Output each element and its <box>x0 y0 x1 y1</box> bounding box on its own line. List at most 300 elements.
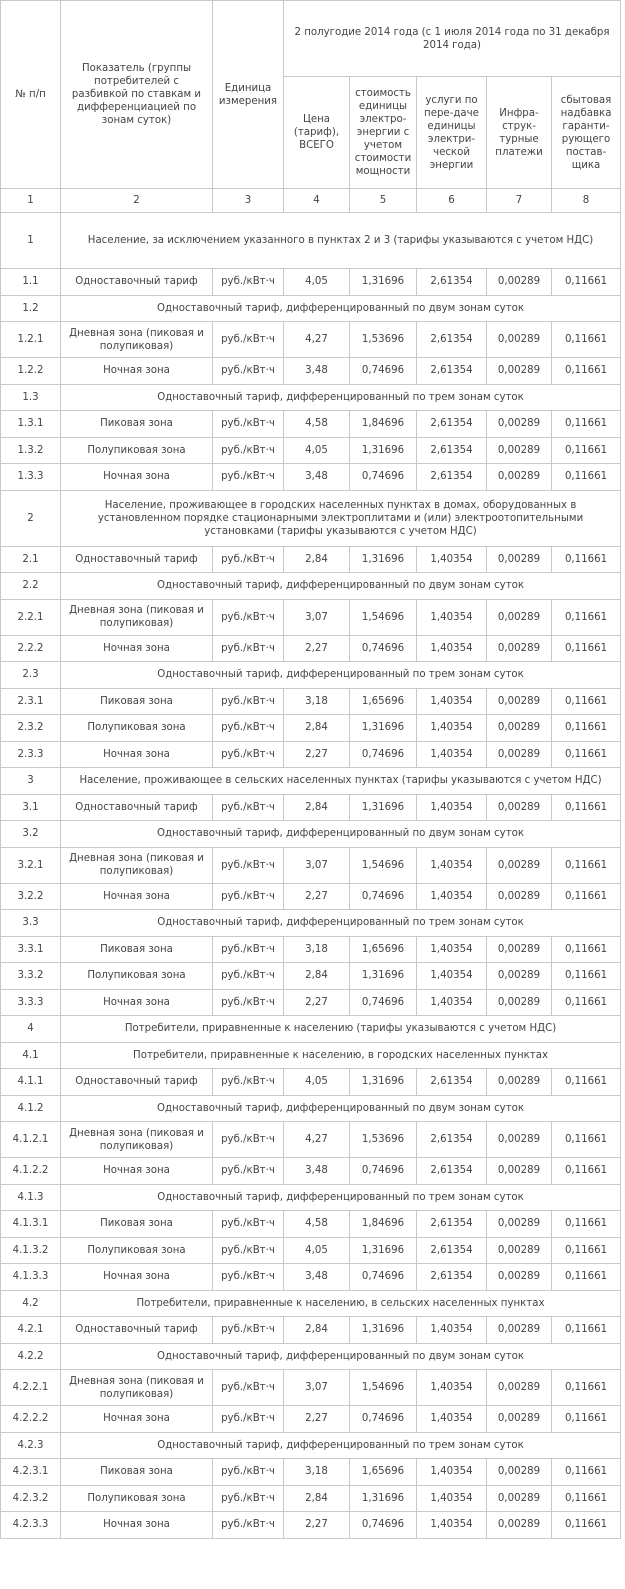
table-row <box>1 883 621 910</box>
row-number: 4.2.1 <box>1 1317 61 1344</box>
row-infra-payment: 0,00289 <box>487 1264 552 1291</box>
row-energy-cost: 1,31696 <box>350 437 417 464</box>
row-number: 4.2.2.2 <box>1 1406 61 1433</box>
row-price: 2,84 <box>284 715 350 742</box>
row-transfer-cost: 2,61354 <box>417 269 487 296</box>
header-sub-energy: стоимость единицы электро-энергии с учетом стоимости мощности <box>350 77 417 189</box>
row-number: 4.1.3.3 <box>1 1264 61 1291</box>
row-transfer-cost: 2,61354 <box>417 1264 487 1291</box>
row-unit: руб./кВт·ч <box>213 635 284 662</box>
row-indicator: Ночная зона <box>61 1158 213 1185</box>
section-number: 1.2 <box>1 295 61 322</box>
row-indicator: Дневная зона (пиковая и полупиковая) <box>61 322 213 358</box>
row-supplier-markup: 0,11661 <box>552 358 621 385</box>
section-number: 1 <box>1 213 61 269</box>
row-unit: руб./кВт·ч <box>213 1370 284 1406</box>
section-row <box>1 295 621 322</box>
row-infra-payment: 0,00289 <box>487 1485 552 1512</box>
column-number: 4 <box>284 189 350 213</box>
table-row <box>1 1122 621 1158</box>
row-supplier-markup: 0,11661 <box>552 1237 621 1264</box>
row-supplier-markup: 0,11661 <box>552 464 621 491</box>
row-energy-cost: 0,74696 <box>350 741 417 768</box>
row-energy-cost: 0,74696 <box>350 1158 417 1185</box>
row-supplier-markup: 0,11661 <box>552 1122 621 1158</box>
row-price: 4,58 <box>284 1211 350 1238</box>
section-number: 4.1.3 <box>1 1184 61 1211</box>
table-row <box>1 963 621 990</box>
row-infra-payment: 0,00289 <box>487 437 552 464</box>
column-number: 8 <box>552 189 621 213</box>
row-supplier-markup: 0,11661 <box>552 847 621 883</box>
table-row <box>1 464 621 491</box>
row-transfer-cost: 2,61354 <box>417 1122 487 1158</box>
row-supplier-markup: 0,11661 <box>552 269 621 296</box>
row-infra-payment: 0,00289 <box>487 715 552 742</box>
row-unit: руб./кВт·ч <box>213 358 284 385</box>
header-sub-price: Цена (тариф), ВСЕГО <box>284 77 350 189</box>
row-supplier-markup: 0,11661 <box>552 1211 621 1238</box>
row-unit: руб./кВт·ч <box>213 1317 284 1344</box>
row-indicator: Полупиковая зона <box>61 1485 213 1512</box>
row-supplier-markup: 0,11661 <box>552 1069 621 1096</box>
row-energy-cost: 1,53696 <box>350 322 417 358</box>
row-supplier-markup: 0,11661 <box>552 635 621 662</box>
row-indicator: Пиковая зона <box>61 936 213 963</box>
row-transfer-cost: 1,40354 <box>417 546 487 573</box>
row-infra-payment: 0,00289 <box>487 1459 552 1486</box>
row-number: 4.1.3.1 <box>1 1211 61 1238</box>
row-unit: руб./кВт·ч <box>213 322 284 358</box>
row-number: 2.1 <box>1 546 61 573</box>
row-price: 4,05 <box>284 437 350 464</box>
section-title: Население, проживающее в городских населенных пунктах в домах, оборудованных в установленном порядке стационарными электроплитами и (или) электроотопительными установками (тарифы указываются с учетом НДС) <box>61 490 621 546</box>
row-number: 4.1.3.2 <box>1 1237 61 1264</box>
row-infra-payment: 0,00289 <box>487 464 552 491</box>
row-supplier-markup: 0,11661 <box>552 794 621 821</box>
section-title: Одноставочный тариф, дифференцированный по двум зонам суток <box>61 821 621 848</box>
row-price: 2,27 <box>284 741 350 768</box>
row-supplier-markup: 0,11661 <box>552 715 621 742</box>
row-supplier-markup: 0,11661 <box>552 437 621 464</box>
row-indicator: Полупиковая зона <box>61 715 213 742</box>
table-row <box>1 437 621 464</box>
row-number: 3.3.2 <box>1 963 61 990</box>
row-indicator: Пиковая зона <box>61 1459 213 1486</box>
row-infra-payment: 0,00289 <box>487 411 552 438</box>
row-infra-payment: 0,00289 <box>487 358 552 385</box>
row-transfer-cost: 1,40354 <box>417 1459 487 1486</box>
table-row <box>1 1317 621 1344</box>
row-transfer-cost: 1,40354 <box>417 989 487 1016</box>
section-row <box>1 1042 621 1069</box>
section-row <box>1 1343 621 1370</box>
section-number: 4 <box>1 1016 61 1043</box>
section-title: Население, проживающее в сельских населенных пунктах (тарифы указываются с учетом НДС) <box>61 768 621 795</box>
row-number: 4.2.3.2 <box>1 1485 61 1512</box>
row-unit: руб./кВт·ч <box>213 1211 284 1238</box>
row-unit: руб./кВт·ч <box>213 1406 284 1433</box>
column-number: 6 <box>417 189 487 213</box>
row-number: 4.1.1 <box>1 1069 61 1096</box>
row-unit: руб./кВт·ч <box>213 269 284 296</box>
row-price: 4,58 <box>284 411 350 438</box>
table-row <box>1 546 621 573</box>
row-infra-payment: 0,00289 <box>487 322 552 358</box>
row-unit: руб./кВт·ч <box>213 437 284 464</box>
row-unit: руб./кВт·ч <box>213 1122 284 1158</box>
section-number: 3 <box>1 768 61 795</box>
row-transfer-cost: 1,40354 <box>417 741 487 768</box>
row-indicator: Дневная зона (пиковая и полупиковая) <box>61 847 213 883</box>
row-unit: руб./кВт·ч <box>213 546 284 573</box>
table-row <box>1 989 621 1016</box>
table-row <box>1 715 621 742</box>
column-number: 2 <box>61 189 213 213</box>
row-indicator: Ночная зона <box>61 464 213 491</box>
row-infra-payment: 0,00289 <box>487 741 552 768</box>
row-supplier-markup: 0,11661 <box>552 1264 621 1291</box>
row-price: 4,05 <box>284 1069 350 1096</box>
row-transfer-cost: 2,61354 <box>417 437 487 464</box>
row-supplier-markup: 0,11661 <box>552 741 621 768</box>
row-energy-cost: 1,31696 <box>350 1317 417 1344</box>
row-indicator: Ночная зона <box>61 989 213 1016</box>
row-unit: руб./кВт·ч <box>213 688 284 715</box>
row-unit: руб./кВт·ч <box>213 963 284 990</box>
table-row <box>1 1406 621 1433</box>
row-infra-payment: 0,00289 <box>487 688 552 715</box>
row-unit: руб./кВт·ч <box>213 599 284 635</box>
row-indicator: Дневная зона (пиковая и полупиковая) <box>61 1370 213 1406</box>
row-infra-payment: 0,00289 <box>487 1211 552 1238</box>
row-energy-cost: 0,74696 <box>350 1264 417 1291</box>
row-number: 4.2.3.3 <box>1 1512 61 1539</box>
table-row <box>1 1485 621 1512</box>
row-unit: руб./кВт·ч <box>213 936 284 963</box>
row-supplier-markup: 0,11661 <box>552 1459 621 1486</box>
section-number: 4.1 <box>1 1042 61 1069</box>
table-row <box>1 269 621 296</box>
row-number: 1.3.3 <box>1 464 61 491</box>
row-number: 3.2.2 <box>1 883 61 910</box>
row-indicator: Дневная зона (пиковая и полупиковая) <box>61 599 213 635</box>
header-sub-transfer: услуги по пере-даче единицы электри-ческой энергии <box>417 77 487 189</box>
row-price: 3,18 <box>284 1459 350 1486</box>
row-supplier-markup: 0,11661 <box>552 1406 621 1433</box>
section-title: Одноставочный тариф, дифференцированный по трем зонам суток <box>61 662 621 689</box>
row-number: 3.3.1 <box>1 936 61 963</box>
row-infra-payment: 0,00289 <box>487 635 552 662</box>
section-number: 3.3 <box>1 910 61 937</box>
table-row <box>1 936 621 963</box>
row-energy-cost: 1,65696 <box>350 688 417 715</box>
row-energy-cost: 0,74696 <box>350 635 417 662</box>
row-energy-cost: 1,31696 <box>350 269 417 296</box>
header-period: 2 полугодие 2014 года (с 1 июля 2014 года по 31 декабря 2014 года) <box>284 1 621 77</box>
row-transfer-cost: 2,61354 <box>417 464 487 491</box>
section-number: 2.2 <box>1 573 61 600</box>
row-supplier-markup: 0,11661 <box>552 1512 621 1539</box>
section-number: 2.3 <box>1 662 61 689</box>
row-indicator: Полупиковая зона <box>61 1237 213 1264</box>
row-number: 2.2.1 <box>1 599 61 635</box>
row-transfer-cost: 2,61354 <box>417 1237 487 1264</box>
row-transfer-cost: 2,61354 <box>417 1069 487 1096</box>
row-transfer-cost: 1,40354 <box>417 635 487 662</box>
table-row <box>1 1237 621 1264</box>
row-infra-payment: 0,00289 <box>487 546 552 573</box>
table-row <box>1 1370 621 1406</box>
row-unit: руб./кВт·ч <box>213 1237 284 1264</box>
table-body <box>1 213 621 1539</box>
row-indicator: Одноставочный тариф <box>61 794 213 821</box>
row-transfer-cost: 2,61354 <box>417 411 487 438</box>
row-energy-cost: 0,74696 <box>350 358 417 385</box>
row-indicator: Одноставочный тариф <box>61 269 213 296</box>
row-unit: руб./кВт·ч <box>213 1069 284 1096</box>
row-transfer-cost: 1,40354 <box>417 1485 487 1512</box>
row-supplier-markup: 0,11661 <box>552 599 621 635</box>
row-energy-cost: 0,74696 <box>350 883 417 910</box>
row-price: 2,27 <box>284 989 350 1016</box>
row-price: 3,07 <box>284 1370 350 1406</box>
row-transfer-cost: 1,40354 <box>417 688 487 715</box>
row-infra-payment: 0,00289 <box>487 963 552 990</box>
section-row <box>1 1432 621 1459</box>
table-row <box>1 741 621 768</box>
row-number: 4.1.2.1 <box>1 1122 61 1158</box>
header-col-indicator: Показатель (группы потребителей с разбивкой по ставкам и дифференциацией по зонам суток) <box>61 1 213 189</box>
section-title: Одноставочный тариф, дифференцированный по двум зонам суток <box>61 1095 621 1122</box>
row-infra-payment: 0,00289 <box>487 269 552 296</box>
row-number: 1.1 <box>1 269 61 296</box>
section-row <box>1 1290 621 1317</box>
section-title: Потребители, приравненные к населению (тарифы указываются с учетом НДС) <box>61 1016 621 1043</box>
header-sub-infra: Инфра-струк-турные платежи <box>487 77 552 189</box>
row-unit: руб./кВт·ч <box>213 1158 284 1185</box>
table-row <box>1 1459 621 1486</box>
row-unit: руб./кВт·ч <box>213 1264 284 1291</box>
row-transfer-cost: 1,40354 <box>417 883 487 910</box>
section-title: Одноставочный тариф, дифференцированный по двум зонам суток <box>61 295 621 322</box>
section-row <box>1 1184 621 1211</box>
section-row <box>1 384 621 411</box>
row-unit: руб./кВт·ч <box>213 1485 284 1512</box>
row-energy-cost: 1,31696 <box>350 963 417 990</box>
row-number: 2.2.2 <box>1 635 61 662</box>
row-infra-payment: 0,00289 <box>487 883 552 910</box>
row-number: 3.2.1 <box>1 847 61 883</box>
section-title: Одноставочный тариф, дифференцированный по трем зонам суток <box>61 1184 621 1211</box>
section-row <box>1 768 621 795</box>
row-transfer-cost: 1,40354 <box>417 715 487 742</box>
row-indicator: Полупиковая зона <box>61 437 213 464</box>
row-energy-cost: 1,31696 <box>350 1485 417 1512</box>
row-indicator: Одноставочный тариф <box>61 1069 213 1096</box>
row-energy-cost: 1,54696 <box>350 847 417 883</box>
table-row <box>1 1211 621 1238</box>
column-number: 3 <box>213 189 284 213</box>
row-supplier-markup: 0,11661 <box>552 936 621 963</box>
row-infra-payment: 0,00289 <box>487 1370 552 1406</box>
section-row <box>1 821 621 848</box>
row-indicator: Пиковая зона <box>61 688 213 715</box>
section-number: 4.2.2 <box>1 1343 61 1370</box>
section-title: Потребители, приравненные к населению, в городских населенных пунктах <box>61 1042 621 1069</box>
row-infra-payment: 0,00289 <box>487 936 552 963</box>
column-number-row <box>1 189 621 213</box>
row-supplier-markup: 0,11661 <box>552 322 621 358</box>
table-row <box>1 635 621 662</box>
row-supplier-markup: 0,11661 <box>552 1158 621 1185</box>
row-number: 4.2.2.1 <box>1 1370 61 1406</box>
row-number: 2.3.2 <box>1 715 61 742</box>
row-price: 4,05 <box>284 269 350 296</box>
row-supplier-markup: 0,11661 <box>552 546 621 573</box>
row-number: 3.3.3 <box>1 989 61 1016</box>
row-price: 3,48 <box>284 1264 350 1291</box>
table-row <box>1 358 621 385</box>
row-energy-cost: 0,74696 <box>350 464 417 491</box>
section-number: 2 <box>1 490 61 546</box>
row-price: 4,27 <box>284 322 350 358</box>
table-row <box>1 1069 621 1096</box>
row-indicator: Ночная зона <box>61 1264 213 1291</box>
row-infra-payment: 0,00289 <box>487 1237 552 1264</box>
row-energy-cost: 1,54696 <box>350 599 417 635</box>
row-price: 2,27 <box>284 635 350 662</box>
row-indicator: Пиковая зона <box>61 1211 213 1238</box>
row-transfer-cost: 2,61354 <box>417 1158 487 1185</box>
row-energy-cost: 1,65696 <box>350 1459 417 1486</box>
section-row <box>1 1016 621 1043</box>
row-infra-payment: 0,00289 <box>487 847 552 883</box>
row-indicator: Ночная зона <box>61 1406 213 1433</box>
row-infra-payment: 0,00289 <box>487 1512 552 1539</box>
row-infra-payment: 0,00289 <box>487 1317 552 1344</box>
table-row <box>1 1158 621 1185</box>
row-price: 2,84 <box>284 963 350 990</box>
row-energy-cost: 1,54696 <box>350 1370 417 1406</box>
row-indicator: Одноставочный тариф <box>61 546 213 573</box>
section-row <box>1 910 621 937</box>
row-transfer-cost: 1,40354 <box>417 847 487 883</box>
table-row <box>1 847 621 883</box>
table-row <box>1 599 621 635</box>
row-indicator: Дневная зона (пиковая и полупиковая) <box>61 1122 213 1158</box>
row-unit: руб./кВт·ч <box>213 464 284 491</box>
row-price: 2,84 <box>284 1317 350 1344</box>
row-transfer-cost: 2,61354 <box>417 358 487 385</box>
row-energy-cost: 1,65696 <box>350 936 417 963</box>
section-title: Одноставочный тариф, дифференцированный по трем зонам суток <box>61 910 621 937</box>
row-indicator: Ночная зона <box>61 1512 213 1539</box>
section-row <box>1 573 621 600</box>
row-unit: руб./кВт·ч <box>213 411 284 438</box>
row-price: 4,05 <box>284 1237 350 1264</box>
row-infra-payment: 0,00289 <box>487 1158 552 1185</box>
row-supplier-markup: 0,11661 <box>552 963 621 990</box>
row-infra-payment: 0,00289 <box>487 599 552 635</box>
row-unit: руб./кВт·ч <box>213 847 284 883</box>
row-price: 2,27 <box>284 1512 350 1539</box>
row-price: 3,48 <box>284 1158 350 1185</box>
row-indicator: Ночная зона <box>61 883 213 910</box>
section-title: Одноставочный тариф, дифференцированный по трем зонам суток <box>61 1432 621 1459</box>
table-row <box>1 1264 621 1291</box>
row-indicator: Пиковая зона <box>61 411 213 438</box>
section-number: 4.2 <box>1 1290 61 1317</box>
section-number: 1.3 <box>1 384 61 411</box>
section-row <box>1 490 621 546</box>
row-infra-payment: 0,00289 <box>487 794 552 821</box>
row-energy-cost: 1,31696 <box>350 1237 417 1264</box>
row-transfer-cost: 1,40354 <box>417 1512 487 1539</box>
row-transfer-cost: 1,40354 <box>417 936 487 963</box>
row-number: 4.2.3.1 <box>1 1459 61 1486</box>
section-number: 3.2 <box>1 821 61 848</box>
row-number: 2.3.3 <box>1 741 61 768</box>
row-indicator: Ночная зона <box>61 358 213 385</box>
row-unit: руб./кВт·ч <box>213 794 284 821</box>
row-unit: руб./кВт·ч <box>213 715 284 742</box>
section-row <box>1 1095 621 1122</box>
row-supplier-markup: 0,11661 <box>552 883 621 910</box>
row-supplier-markup: 0,11661 <box>552 688 621 715</box>
row-transfer-cost: 1,40354 <box>417 1370 487 1406</box>
row-energy-cost: 1,31696 <box>350 546 417 573</box>
row-price: 2,27 <box>284 1406 350 1433</box>
row-energy-cost: 1,53696 <box>350 1122 417 1158</box>
header-sub-markup: сбытовая надбавка гаранти-рующего постав-щика <box>552 77 621 189</box>
row-price: 3,18 <box>284 936 350 963</box>
row-price: 2,84 <box>284 546 350 573</box>
row-energy-cost: 1,84696 <box>350 1211 417 1238</box>
row-energy-cost: 1,31696 <box>350 715 417 742</box>
row-supplier-markup: 0,11661 <box>552 1370 621 1406</box>
row-transfer-cost: 1,40354 <box>417 599 487 635</box>
row-energy-cost: 1,31696 <box>350 1069 417 1096</box>
row-transfer-cost: 2,61354 <box>417 1211 487 1238</box>
row-supplier-markup: 0,11661 <box>552 1317 621 1344</box>
row-transfer-cost: 1,40354 <box>417 1406 487 1433</box>
row-number: 3.1 <box>1 794 61 821</box>
section-title: Одноставочный тариф, дифференцированный по трем зонам суток <box>61 384 621 411</box>
row-price: 3,48 <box>284 358 350 385</box>
section-number: 4.1.2 <box>1 1095 61 1122</box>
row-infra-payment: 0,00289 <box>487 1406 552 1433</box>
row-price: 3,07 <box>284 599 350 635</box>
table-row <box>1 794 621 821</box>
row-number: 1.3.2 <box>1 437 61 464</box>
row-unit: руб./кВт·ч <box>213 989 284 1016</box>
row-supplier-markup: 0,11661 <box>552 1485 621 1512</box>
header-col-num: № п/п <box>1 1 61 189</box>
row-energy-cost: 0,74696 <box>350 1406 417 1433</box>
row-number: 1.2.2 <box>1 358 61 385</box>
section-title: Одноставочный тариф, дифференцированный по двум зонам суток <box>61 1343 621 1370</box>
row-infra-payment: 0,00289 <box>487 1122 552 1158</box>
row-transfer-cost: 2,61354 <box>417 322 487 358</box>
table-row <box>1 1512 621 1539</box>
row-number: 1.3.1 <box>1 411 61 438</box>
table-row <box>1 411 621 438</box>
row-price: 3,18 <box>284 688 350 715</box>
row-price: 2,84 <box>284 1485 350 1512</box>
table-row <box>1 322 621 358</box>
row-price: 2,84 <box>284 794 350 821</box>
